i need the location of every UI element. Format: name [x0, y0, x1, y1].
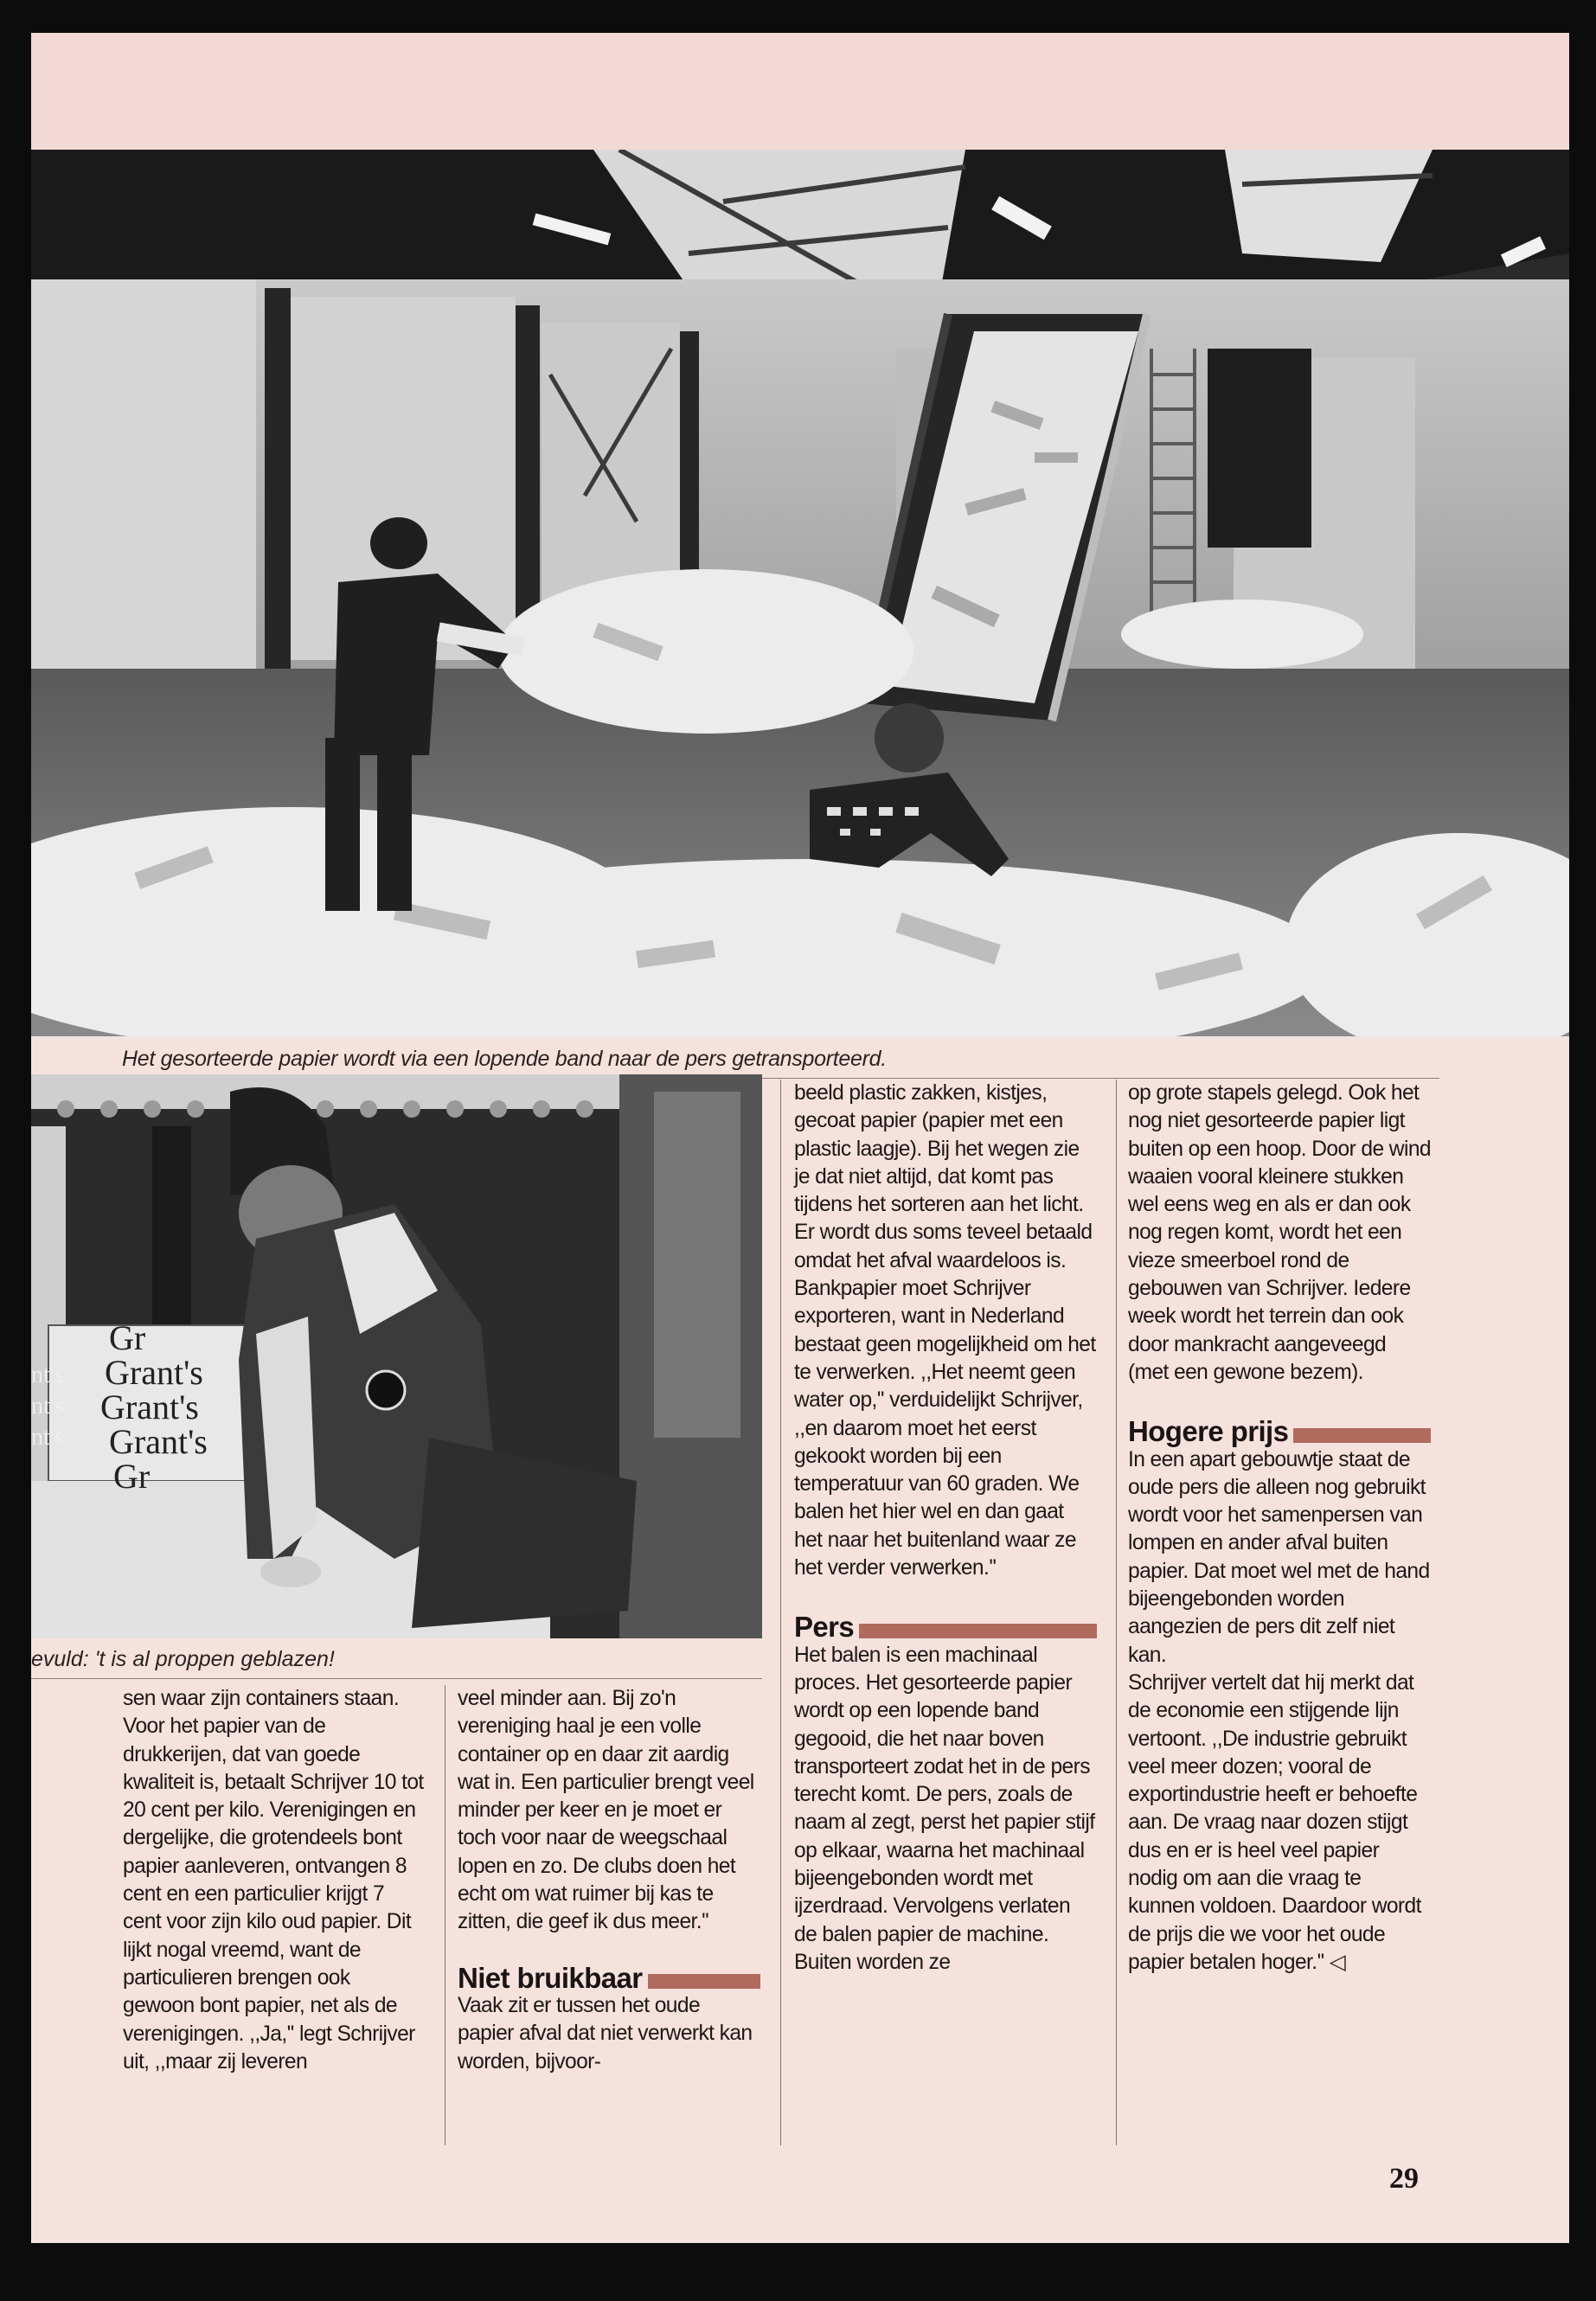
box-side-label: [31, 1360, 64, 1453]
body-paragraph: veel minder aan. Bij zo'n vereniging haal je een volle container op en daar zit aardig wat in. Een particulier brengt veel minder per keer en je moet er toch voor naar de weegschaal lopen en zo. De clubs doen het echt om wat ruimer bij kas te zitten, die geef ik dus meer.'': [458, 1687, 754, 1934]
box-text-line: Grant's: [109, 1422, 208, 1461]
secondary-photo-caption: evuld: 't is al proppen geblazen!: [31, 1647, 335, 1671]
heading-text: Niet bruikbaar: [458, 1961, 643, 1994]
body-paragraph: sen waar zijn containers staan. Voor het papier van de drukkerijen, dat van goede kwaliteit is, betaalt Schrijver 10 tot 20 cent per kilo. Verenigingen en dergelijke, die grotendeels bont papier aanleveren, ontvangen 8 cent en een particulier krijgt 7 cent voor zijn kilo oud papier. Dit lijkt nogal vreemd, want de particulieren brengen ook gewoon bont papier, net als de verenigingen. ,,Ja,'' legt Schrijver uit, ,,maar zij leveren: [123, 1687, 424, 2073]
section-heading-pers: [794, 1611, 1097, 1644]
heading-bar: [859, 1624, 1097, 1638]
column-divider: [1116, 1080, 1117, 2145]
heading-bar: [648, 1974, 761, 1989]
heading-text: Pers: [794, 1611, 855, 1644]
box-text-line: Grant's: [100, 1388, 199, 1426]
magazine-page: [31, 33, 1569, 2243]
box-side-text: nt's: [31, 1362, 64, 1388]
box-text-line: Grant's: [105, 1353, 203, 1392]
body-paragraph: beeld plastic zakken, kistjes, gecoat papier (papier met een plastic laagje). Bij het wegen zie je dat niet altijd, dat komt pas tijdens het sorteren aan het licht. Er wordt dus soms teveel betaald omdat het afval waardeloos is.: [794, 1081, 1093, 1272]
body-paragraph: Vaak zit er tussen het oude papier afval dat niet verwerkt kan worden, bijvoor-: [458, 1993, 753, 2073]
column-divider: [780, 1080, 781, 2145]
main-photo-warehouse: [31, 150, 1569, 1036]
box-text-line: Gr: [113, 1457, 151, 1496]
section-heading-niet-bruikbaar: [458, 1961, 760, 1994]
column-1: [123, 1685, 426, 2076]
heading-text: Hogere prijs: [1128, 1415, 1289, 1448]
secondary-photo-worker: [31, 1074, 762, 1638]
body-paragraph: Bankpapier moet Schrijver exporteren, want in Nederland bestaat geen mogelijkheid om het te verwerken. ,,Het neemt geen water op,'' verduidelijkt Schrijver, ,,en daarom moet het eerst gekookt worden bij een temperatuur van 60 graden. We balen het hier wel en dan gaat het naar het buitenland waar ze het verder verwerken.'': [794, 1277, 1096, 1580]
box-side-text: nt's: [31, 1393, 64, 1420]
body-paragraph: op grote stapels gelegd. Ook het nog niet gesorteerde papier ligt buiten op een hoop. Door de wind waaien vooral kleinere stukken wel eens weg en als er dan ook nog regen komt, wordt het een vieze smeerboel rond de gebouwen van Schrijver. Iedere week wordt het terrein dan ook door mankracht aangeveegd (met een gewone bezem).: [1128, 1081, 1431, 1384]
body-paragraph: In een apart gebouwtje staat de oude pers die alleen nog gebruikt wordt voor het samenpersen van lompen en ander afval buiten papier. Dat moet wel met de hand bijeengebonden worden aangezien de pers dit zelf niet kan.: [1128, 1447, 1430, 1667]
column-3: [794, 1080, 1097, 1977]
caption2-divider: [31, 1678, 762, 1679]
box-text-line: Gr: [109, 1318, 146, 1357]
section-heading-hogere-prijs: [1128, 1415, 1431, 1448]
body-paragraph: Schrijver vertelt dat hij merkt dat de economie een stijgende lijn vertoont. ,,De industrie gebruikt veel meer dozen; vooral de exportindustrie heeft er behoefte aan. De vraag naar dozen stijgt dus en er is heel veel papier nodig om aan die vraag te kunnen voldoen. Daardoor wordt de prijs die we voor het oude papier betalen hoger.'' ◁: [1128, 1670, 1421, 1974]
column-2: [458, 1685, 760, 2076]
column-4: [1128, 1080, 1431, 1977]
page-number: 29: [1389, 2163, 1419, 2195]
main-photo-caption: Het gesorteerde papier wordt via een lopende band naar de pers getransporteerd.: [122, 1047, 887, 1071]
top-band: [31, 33, 1569, 150]
body-paragraph: Het balen is een machinaal proces. Het gesorteerde papier wordt op een lopende band gegooid, die het naar boven transporteert zodat het in de pers terecht komt. De pers, zoals de naam al zegt, perst het papier stijf op elkaar, waarna het machinaal bijeengebonden wordt met ijzerdraad. Vervolgens verlaten de balen papier de machine. Buiten worden ze: [794, 1643, 1095, 1974]
heading-bar: [1293, 1428, 1431, 1443]
box-side-text: nt's: [31, 1424, 64, 1451]
